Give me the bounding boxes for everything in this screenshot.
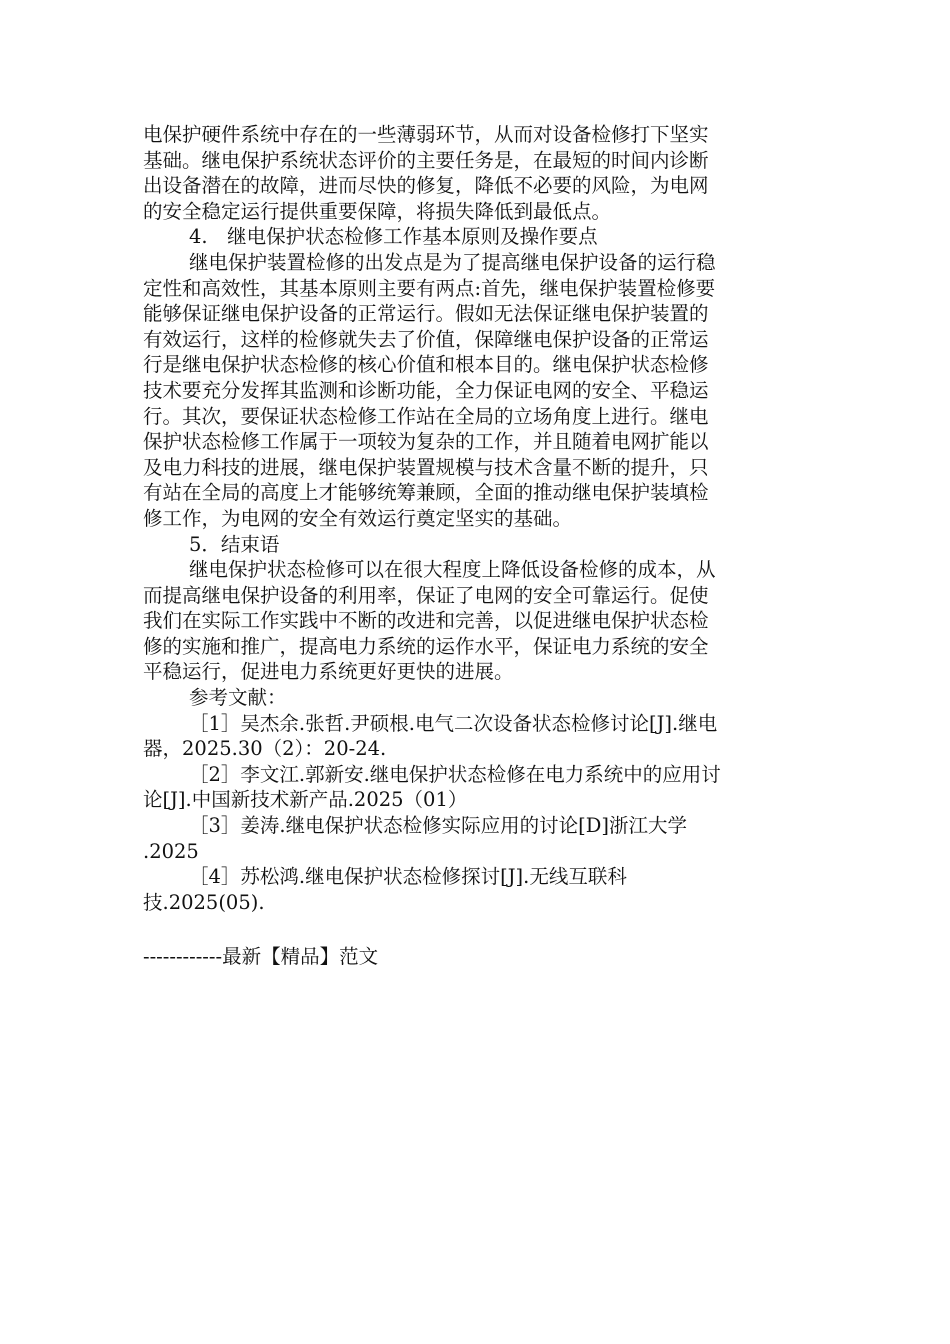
section-heading: 5．结束语 <box>189 532 280 556</box>
document-body <box>143 122 808 915</box>
text-line: 而提高继电保护设备的利用率，保证了电网的安全可靠运行。促使 <box>143 583 709 607</box>
text-line: 定性和高效性，其基本原则主要有两点:首先，继电保护装置检修要 <box>143 276 716 300</box>
text-line: 继电保护装置检修的出发点是为了提高继电保护设备的运行稳 <box>189 250 716 274</box>
section-5 <box>143 532 808 686</box>
text-line: 修工作，为电网的安全有效运行奠定坚实的基础。 <box>143 506 573 530</box>
text-line: 继电保护状态检修可以在很大程度上降低设备检修的成本，从 <box>189 558 716 582</box>
text-line: 电保护硬件系统中存在的一些薄弱环节，从而对设备检修打下坚实 <box>143 123 709 146</box>
text-line: 行是继电保护状态检修的核心价值和根本目的。继电保护状态检修 <box>143 353 709 377</box>
references <box>143 685 808 915</box>
footer-text: ------------最新【精品】范文 <box>143 945 379 968</box>
text-line: 有站在全局的高度上才能够统筹兼顾，全面的推动继电保护装填检 <box>143 481 709 505</box>
text-line: 技术要充分发挥其监测和诊断功能，全力保证电网的安全、平稳运 <box>143 378 709 402</box>
reference-line: .2025 <box>143 839 199 863</box>
reference-line: ［3］姜涛.继电保护状态检修实际应用的讨论[D]浙江大学 <box>189 814 687 838</box>
text-line: 有效运行，这样的检修就失去了价值，保障继电保护设备的正常运 <box>143 327 709 351</box>
text-line: 的安全稳定运行提供重要保障，将损失降低到最低点。 <box>143 199 612 223</box>
section-4 <box>143 224 808 531</box>
text-line: 基础。继电保护系统状态评价的主要任务是，在最短的时间内诊断 <box>143 148 709 172</box>
reference-line: ［1］吴杰余.张哲.尹硕根.电气二次设备状态检修讨论[J].继电 <box>189 711 718 735</box>
reference-line: 论[J].中国新技术新产品.2025（01） <box>143 788 468 812</box>
section-heading: 4. 继电保护状态检修工作基本原则及操作要点 <box>189 225 598 249</box>
text-line: 修的实施和推广，提高电力系统的运作水平，保证电力系统的安全 <box>143 634 709 658</box>
reference-line: 器，2025.30（2）：20-24. <box>143 737 387 761</box>
text-line: 行。其次，要保证状态检修工作站在全局的立场角度上进行。继电 <box>143 404 709 428</box>
text-line: 及电力科技的进展，继电保护装置规模与技术含量不断的提升，只 <box>143 455 709 479</box>
text-line: 平稳运行，促进电力系统更好更快的进展。 <box>143 660 514 684</box>
text-line: 能够保证继电保护设备的正常运行。假如无法保证继电保护装置的 <box>143 302 709 326</box>
text-line: 保护状态检修工作属于一项较为复杂的工作，并且随着电网扩能以 <box>143 430 709 454</box>
references-heading: 参考文献： <box>189 686 287 710</box>
reference-line: ［2］李文江.郭新安.继电保护状态检修在电力系统中的应用讨 <box>189 762 721 786</box>
intro-paragraph <box>143 122 808 224</box>
text-line: 我们在实际工作实践中不断的改进和完善，以促进继电保护状态检 <box>143 609 709 633</box>
reference-line: ［4］苏松鸿.继电保护状态检修探讨[J].无线互联科 <box>189 865 627 889</box>
reference-line: 技.2025(05). <box>143 890 265 914</box>
text-line: 出设备潜在的故障，进而尽快的修复，降低不必要的风险，为电网 <box>143 174 709 198</box>
